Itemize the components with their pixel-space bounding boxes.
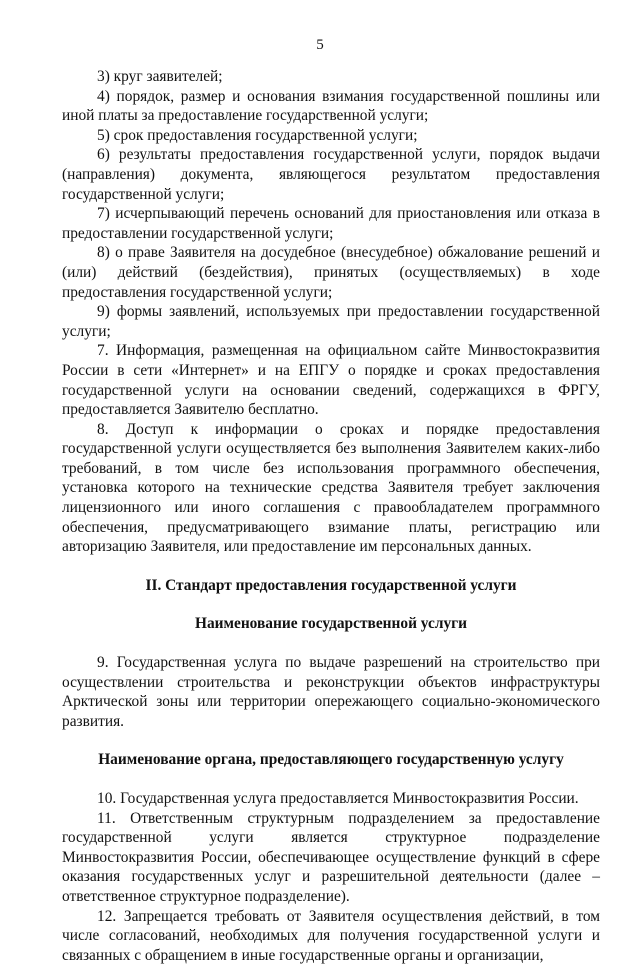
document-body [62,67,600,965]
page-number: 5 [316,37,324,53]
list-item: 3) круг заявителей; [97,68,223,85]
list-item: 4) порядок, размер и основания взимания государственной пошлины или иной платы за предоставление государственной услуги; [62,87,600,125]
list-item: 8) о праве Заявителя на досудебное (внесудебное) обжалование решений и (или) действий (бездействия), принятых (осуществляемых) в ходе предоставления государственной услуги; [62,244,600,301]
list-item: 7) исчерпывающий перечень оснований для приостановления или отказа в предоставлении государственной услуги; [62,205,600,242]
paragraph-12: 12. Запрещается требовать от Заявителя осуществления действий, в том числе согласований, необходимых для получения государственной услуги и связанных с обращением в иные государственные органы и организации, [62,907,600,964]
paragraph-10: 10. Государственная услуга предоставляется Минвостокразвития России. [97,790,579,807]
paragraph-7: 7. Информация, размещенная на официальном сайте Минвостокразвития России в сети «Интернет» и на ЕПГУ о порядке и сроках предоставления государственной услуги на основании сведений, содержащихся в ФРГУ, предоставляется Заявителю бесплатно. [62,342,600,419]
subheading-organ-name: Наименование органа, предоставляющего государственную услугу [98,751,564,769]
paragraph-8: 8. Доступ к информации о сроках и порядке предоставления государственной услуги осуществляется без выполнения Заявителем каких-либо требований, в том числе без использования программного обеспечения, установка которого на технические средства Заявителя требует заключения лицензионного или иного соглашения с правообладателем программного обеспечения, предусматривающего взимание платы, регистрацию или авторизацию Заявителя, или предоставление им персональных данных. [62,420,600,556]
list-item: 5) срок предоставления государственной услуги; [97,126,418,144]
list-item: 6) результаты предоставления государственной услуги, порядок выдачи (направления) документа, являющегося результатом предоставления государственной услуги; [62,146,600,203]
subheading-service-name: Наименование государственной услуги [194,615,468,633]
paragraph-9: 9. Государственная услуга по выдаче разрешений на строительство при осуществлении строительства и реконструкции объектов инфраструктуры Арктической зоны или территории опережающего социально-экономического развития. [62,654,600,730]
section-heading: II. Стандарт предоставления государственной услуги [145,576,517,594]
list-item: 9) формы заявлений, используемых при предоставлении государственной услуги; [62,303,600,340]
paragraph-11: 11. Ответственным структурным подразделением за предоставление государственной услуги является структурное подразделение Минвостокразвития России, обеспечивающее осуществление функций в сфере оказания государственных услуг и разрешительной деятельности (далее – ответственное структурное подразделение). [62,809,600,905]
